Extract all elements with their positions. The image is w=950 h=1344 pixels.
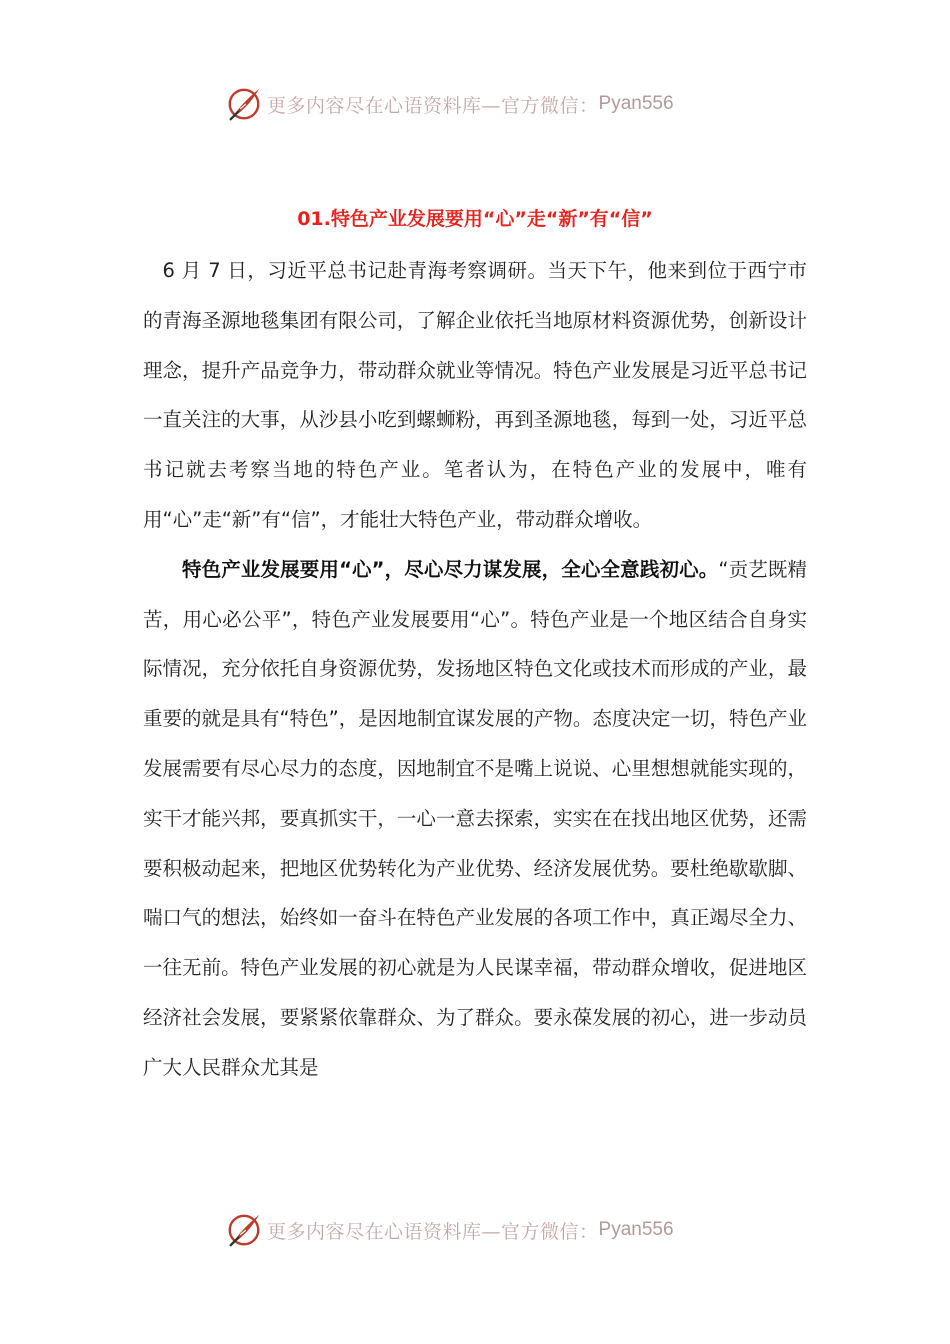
article-paragraph-1: 6 月 7 日，习近平总书记赴青海考察调研。当天下午，他来到位于西宁市的青海圣源地毯集团有限公司，了解企业依托当地原材料资源优势，创新设计理念，提升产品竞争力，带动群众就业等情况。特色产业发展是习近平总书记一直关注的大事，从沙县小吃到螺蛳粉，再到圣源地毯，每到一处，习近平总书记就去考察当地的特色产业。笔者认为，在特色产业的发展中，唯有用“心”走“新”有“信”，才能壮大特色产业，带动群众增收。 [143, 259, 807, 531]
header-banner [225, 84, 745, 124]
header-banner-text: 更多内容尽在心语资料库—官方微信： [267, 94, 599, 117]
paragraph-2-lead: 特色产业发展要用“心”，尽心尽力谋发展，全心全意践初心。 [182, 557, 719, 581]
quill-logo-icon [225, 1211, 263, 1249]
article-body [143, 246, 807, 1093]
article-title: 01.特色产业发展要用“心”走“新”有“信” [297, 208, 653, 230]
footer-banner [225, 1210, 745, 1250]
footer-banner-text: 更多内容尽在心语资料库—官方微信： [267, 1220, 599, 1243]
header-wechat-id: Pyan556 [598, 93, 674, 114]
article-paragraph-2 [143, 545, 807, 1093]
footer-wechat-id: Pyan556 [598, 1219, 674, 1240]
quill-logo-icon [225, 85, 263, 123]
paragraph-2-body: “贡艺既精苦，用心必公平”，特色产业发展要用“心”。特色产业是一个地区结合自身实际情况，充分依托自身资源优势，发扬地区特色文化或技术而形成的产业，最重要的就是具有“特色”，是因地制宜谋发展的产物。态度决定一切，特色产业发展需要有尽心尽力的态度，因地制宜不是嘴上说说、心里想想就能实现的，实干才能兴邦，要真抓实干，一心一意去探索，实实在在找出地区优势，还需要积极动起来，把地区优势转化为产业优势、经济发展优势。要杜绝歇歇脚、喘口气的想法，始终如一奋斗在特色产业发展的各项工作中，真正竭尽全力、一往无前。特色产业发展的初心就是为人民谋幸福，带动群众增收，促进地区经济社会发展，要紧紧依靠群众、为了群众。要永葆发展的初心，进一步动员广大人民群众尤其是 [143, 557, 807, 1079]
